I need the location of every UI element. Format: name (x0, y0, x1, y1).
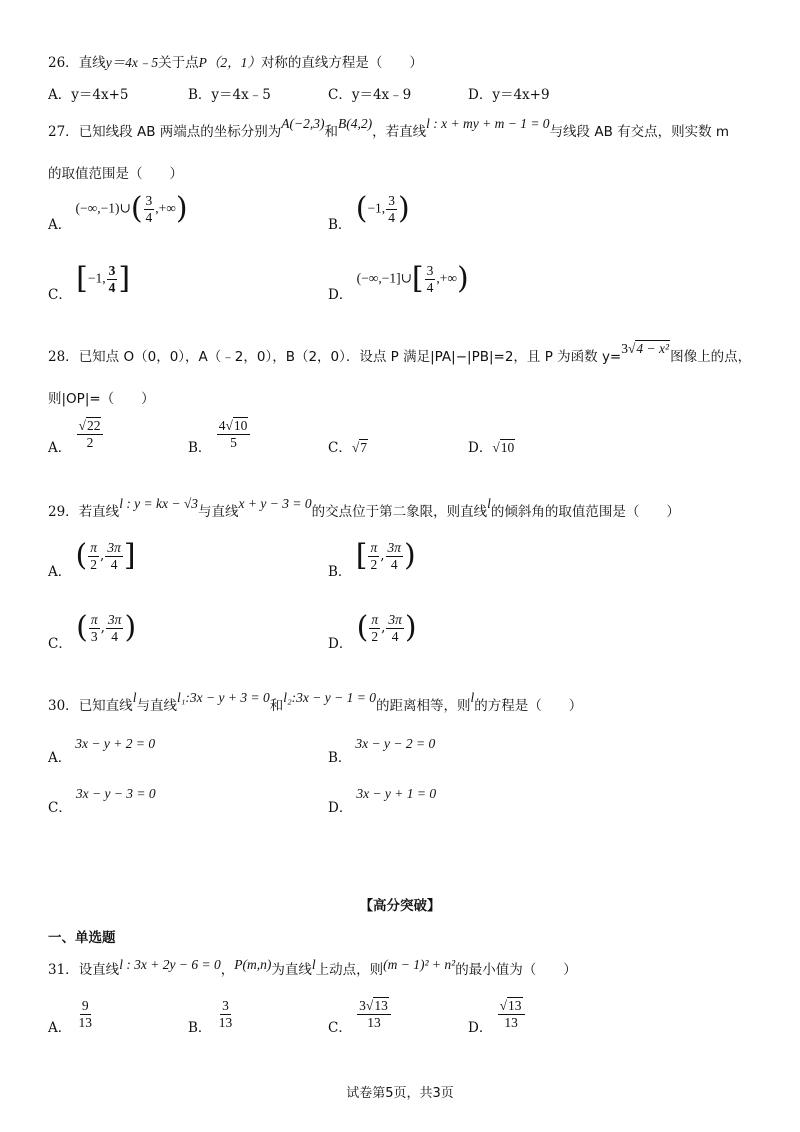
question-number: 26． (48, 55, 79, 71)
math-point-b: B(4,2) (338, 116, 373, 131)
math-line: l : x + my + m − 1 = 0 (426, 116, 550, 131)
option-c: C． [−1, $\frac{3}{4}$ ] (48, 261, 131, 303)
math-line-2: l₂:3x − y − 1 = 0 (283, 690, 376, 705)
option-a: A． (−∞,−1)∪( $\frac{3}{4}$ ,+∞) (48, 191, 188, 233)
question-26-stem (48, 51, 423, 71)
question-27-stem: 27．已知线段 AB 两端点的坐标分别为A(−2,3)和B(4,2)，若直线l : x + my + m − 1 = 0与线段 AB 有交点，则实数 m (48, 116, 730, 140)
math-line: l : 3x + 2y − 6 = 0 (119, 957, 221, 972)
option-a: A． $\frac{√22}{2}$ (48, 418, 104, 450)
question-number: 30． (48, 698, 79, 714)
math-point-a: A(−2,3) (281, 116, 325, 131)
section-title: 【高分突破】 (359, 898, 441, 914)
option-b: B． (−1, $\frac{3}{4}$ ) (328, 191, 410, 233)
option-c: C．y＝4x﹣9 (328, 87, 412, 103)
stem-text: 已知点 O（0，0），A（﹣2，0），B（2，0）．设点 P 满足|PA|−|PB|=2，且 P 为函数 y= (78, 349, 622, 365)
option-c: C． ( $\frac{\pi}{3}$ , $\frac{3\pi}{4}$ ) (48, 610, 137, 652)
option-a: A．y＝4x+5 (48, 87, 129, 103)
math-line-2: x + y − 3 = 0 (238, 496, 312, 511)
option-b: B．3x − y − 2 = 0 (328, 736, 436, 766)
option-a: A．3x − y + 2 = 0 (48, 736, 156, 766)
question-number: 29． (48, 504, 79, 520)
math-point: P（2，1） (198, 55, 261, 70)
question-number: 31． (48, 962, 79, 978)
option-a: A． $\frac{9}{13}$ (48, 998, 93, 1036)
question-31-stem: 31．设直线l : 3x + 2y − 6 = 0，P(m,n)为直线l上动点，则(m − 1)² + n²的最小值为（ ） (48, 957, 577, 978)
stem-text: 直线 (78, 55, 106, 71)
stem-text: 已知线段 AB 两端点的坐标分别为 (78, 124, 282, 140)
question-28-stem: 28．已知点 O（0，0），A（﹣2，0），B（2，0）．设点 P 满足|PA|−|PB|=2，且 P 为函数 y=3√4 − x²图像上的点， (48, 341, 752, 365)
option-d: D． (−∞,−1]∪[ $\frac{3}{4}$ ,+∞) (328, 261, 469, 303)
question-number: 28． (48, 349, 79, 365)
option-b: B． [ $\frac{\pi}{2}$ , $\frac{3\pi}{4}$ ) (328, 538, 416, 580)
option-c: C． $\frac{3√13}{13}$ (328, 998, 392, 1030)
option-b: B． $\frac{4√10}{5}$ (188, 418, 251, 450)
question-27-stem-cont: 的取值范围是（ ） (48, 166, 183, 182)
question-29-stem: 29．若直线l : y = kx − √3与直线x + y − 3 = 0的交点位于第二象限，则直线l的倾斜角的取值范围是（ ） (48, 496, 680, 520)
option-c: C．√7 (328, 440, 368, 456)
option-d: D．y＝4x+9 (468, 87, 550, 103)
page-footer: 试卷第5页，共3页 (346, 1086, 454, 1101)
option-d: D． $\frac{√13}{13}$ (468, 998, 526, 1030)
option-b: B．y＝4x﹣5 (188, 87, 271, 103)
option-d: D．√10 (468, 440, 515, 456)
stem-text: 关于点 (158, 55, 199, 71)
question-30-stem: 30．已知直线l与直线l₁:3x − y + 3 = 0和l₂:3x − y − 1 = 0的距离相等，则l的方程是（ ） (48, 690, 583, 714)
option-d: D． ( $\frac{\pi}{2}$ , $\frac{3\pi}{4}$ ) (328, 610, 417, 652)
math-point: P(m,n) (234, 957, 272, 972)
question-number: 27． (48, 124, 79, 140)
question-28-stem-cont: 则|OP|=（ ） (48, 391, 155, 407)
math-expression: (m − 1)² + n² (383, 957, 456, 972)
option-d: D．3x − y + 1 = 0 (328, 786, 437, 816)
math-expression: y＝4x﹣5 (105, 55, 159, 70)
option-b: B． $\frac{3}{13}$ (188, 998, 233, 1036)
math-function: 3√4 − x² (621, 341, 670, 356)
math-line-1: l : y = kx − √3 (119, 496, 199, 511)
stem-text: 对称的直线方程是（ ） (260, 55, 423, 71)
subsection-title: 一、单选题 (48, 930, 116, 946)
option-a: A． ( $\frac{\pi}{2}$ , $\frac{3\pi}{4}$ ] (48, 538, 136, 580)
math-line-1: l₁:3x − y + 3 = 0 (176, 690, 270, 705)
option-c: C．3x − y − 3 = 0 (48, 786, 156, 816)
